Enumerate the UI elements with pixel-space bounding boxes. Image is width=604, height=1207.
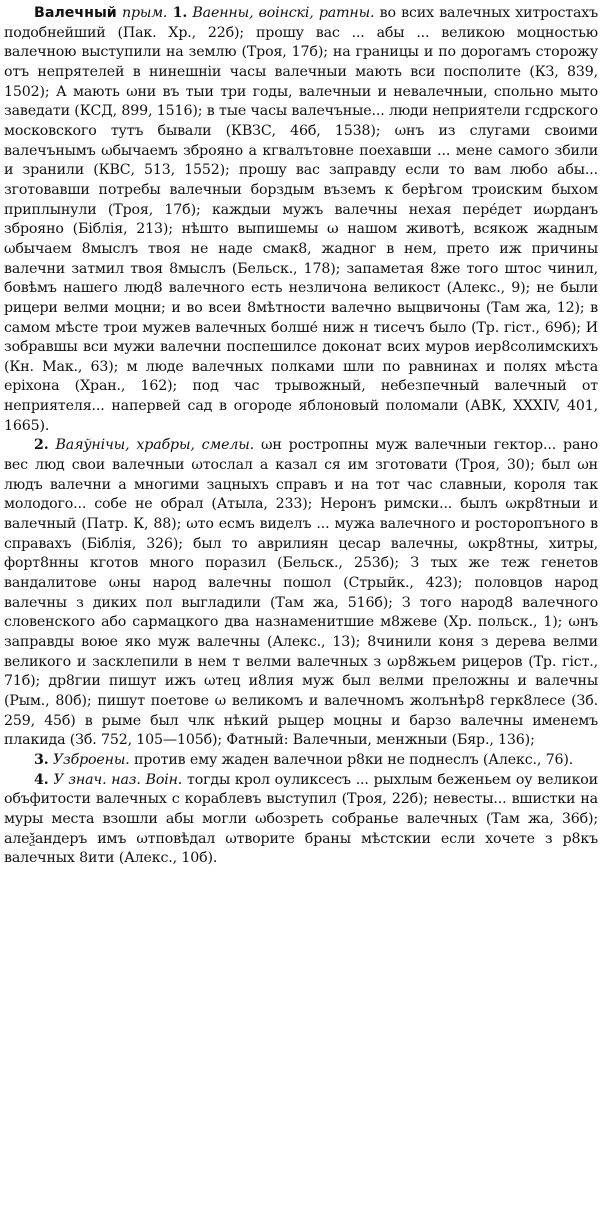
sense-citations-1: во всих валечных хитростахъ подобнейший (Пак. Хр., 22б); прошу вас ... абы ... великою моцностью валечною выступили на землю (Троя, 17б); на границы и по дорогамъ сторожу отъ непрятелей в нинешнiи часы валечныи мають вси посполите (КЗ, 839, 1502); А мають ωни въ тыи три годы, валечныи и невалечныи, спольно мыто заведати (КСД, 899, 1516); в тые часы валечъные... люди неприятели гсдрского московского тутъ бывали (КВЗС, 46б, 1538); ωнъ из слугами своими валечънымъ ωбычаемъ зброяно а кгвалътовне поехавши ... мене самого збили и зранили (КВС, 513, 1552); прошу вас заправду если то вам любо абы... зготовавши потребы валечныи борздым въземъ к берѣгом троиским быхом приплынули (Троя, 17б); каждыи мужъ валечны нехая пере́дет иωрданъ зброяно (Біблія, 213); нѣшто выпишемы ω нашом животѣ, всякож жадным ωбычаем 8мыслъ твоя не наде смак8, жадног в нем, прето иж причины валечни затмил твоя 8мыслъ (Бельск., 178); запаметая 8же того штос чинил, бовѣмъ нашего люд8 валечного есть незличона великост (Алекс., 9); не были рицери велми моцни; и во всеи 8мѣтности валечно выцвичоны (Там жа, 12); в самом мѣсте трои мужев валечных болше́ ниж н тисечъ было (Тр. гіст., 69б); И зобравшы вси мужи валечни поспешилсе доконат всих муров иер8солимскихъ (Кн. Мак., 63); м люде валечных полками шли по равнинах и полях мѣста ерiхона (Хран., 162); под час трывожный, небезпечный валечный от неприятеля... напервей сад в огороде яблоновый поломали (АВК, XXXIV, 401, 1665). bbox=[4, 5, 598, 434]
sense-definition-2: Ваяўнічы, храбры, смелы. bbox=[55, 437, 254, 454]
entry-sense-4 bbox=[4, 771, 598, 869]
sense-citations-2: ωн ростропны муж валечныи гектор... рано вес люд свои валечныи ωтослал а казал ся им зготовати (Троя, 30); был ωн людъ валечни а многими зацныхъ справъ и на тот час славныи, короля так молодого... собе не обрал (Атыла, 233); Неронъ римски... былъ ωкр8тныи и валечный (Патр. К, 88); ωто есмъ виделъ ... мужа валечного и росторопъного в справахъ (Біблія, 326); был то аврилиян цесар валечны, ωкр8тны, хитры, форт8нны кготов много поразил (Бельск., 253б); З тых же теж генетов вандалитове ωны нарoд валечны пошол (Стрыйк., 423); половцов нарoд валечны з диких пол выгладили (Там жа, 516б); З того народ8 валечного словенского або сармацкого два назнаменитшие м8жеве (Хр. польск., 1); ωнъ заправды воюе яко муж валечны (Алекс., 13); 8чинили коня з дерева велми великого и засклепили в нем т велми валечных з ωр8жьем рицеров (Тр. гіст., 71б); др8гии пишут ижъ ωтец и8лия муж был велми преложны и валечны (Рым., 80б); пишут поетове ω великомъ и валечномъ жолънѣр8 герк8лесе (Зб. 259, 45б) в рыме был члк нѣкий рыцер моцны и барзо валечны именемъ плакида (Зб. 752, 105—105б); Фатный: Валечныи, менжныи (Бяр., 136); bbox=[4, 437, 598, 749]
sense-definition-1: Ваенны, воінскі, ратны. bbox=[192, 5, 375, 21]
sense-definition-4: У знач. наз. Воін. bbox=[53, 771, 183, 788]
sense-number-3: 3. bbox=[34, 751, 49, 768]
part-of-speech: прым. bbox=[122, 5, 168, 21]
entry-sense-3 bbox=[4, 751, 598, 771]
headword: Валечный bbox=[34, 5, 117, 21]
sense-definition-3: Узброены. bbox=[52, 751, 130, 768]
entry-sense-1 bbox=[4, 4, 598, 436]
sense-citations-3: против ему жаден валечнои р8ки не поднеслъ (Алекс., 76). bbox=[134, 751, 574, 768]
entry-sense-2 bbox=[4, 436, 598, 751]
sense-number-1: 1. bbox=[172, 5, 188, 21]
sense-number-2: 2. bbox=[34, 437, 49, 454]
sense-number-4: 4. bbox=[34, 771, 49, 788]
dictionary-page bbox=[4, 4, 598, 869]
sense-citations-4: тогды крол оуликсесъ ... рыхлым беженьем оу великои объфитости валечных с кораблевъ выступил (Троя, 22б); невесты... вшистки на муры места взошли абы могли ωбозреть собранье валечных (Там жа, 36б); алеѯандеръ имъ ωтповѣдал ωтворите браны мѣстскии если хочете з р8къ валечных 8ити (Алекс., 10б). bbox=[4, 771, 598, 867]
